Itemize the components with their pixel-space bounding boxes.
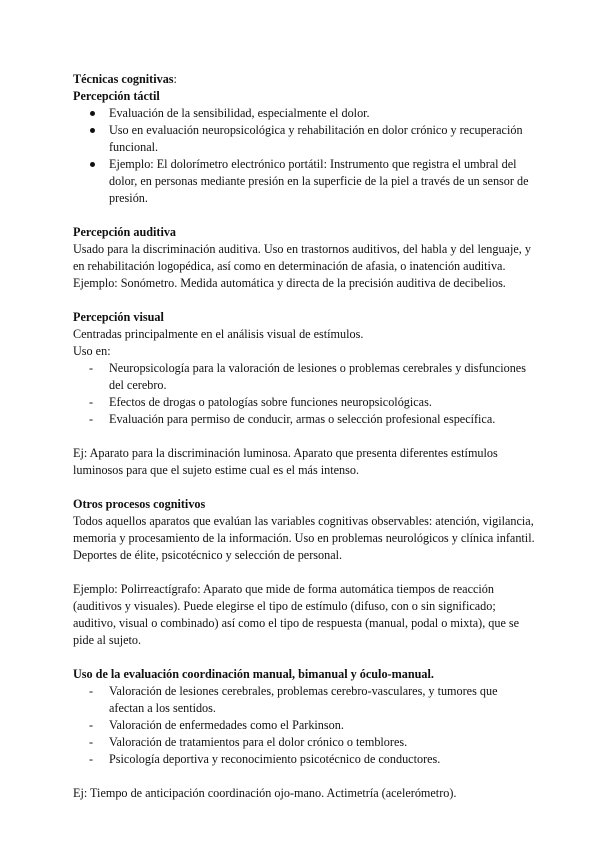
list-item — [73, 717, 535, 734]
bullet-icon — [90, 111, 95, 116]
visual-example: Ej: Aparato para la discriminación luminosa. Aparato que presenta diferentes estímulos luminosos para que el sujeto estime cual es el más intenso. — [73, 446, 498, 477]
dash-marker: - — [89, 361, 94, 375]
dash-marker: - — [89, 684, 94, 698]
section-title-otros: Otros procesos cognitivos — [73, 497, 206, 511]
dash-marker: - — [89, 752, 94, 766]
coordinacion-example: Ej: Tiempo de anticipación coordinación ojo-mano. Actimetría (acelerómetro). — [73, 786, 457, 800]
list-item-text: Neuropsicología para la valoración de lesiones o problemas cerebrales y disfunciones del cerebro. — [109, 361, 526, 392]
list-item — [73, 394, 535, 411]
list-item — [73, 122, 535, 156]
heading-colon: : — [173, 72, 177, 86]
list-item-text: Uso en evaluación neuropsicológica y rehabilitación en dolor crónico y recuperación funcional. — [109, 123, 523, 154]
dash-marker: - — [89, 718, 94, 732]
section-title-visual: Percepción visual — [73, 310, 164, 324]
visual-uso: Uso en: — [73, 344, 111, 358]
section-title-coordinacion: Uso de la evaluación coordinación manual, bimanual y óculo-manual. — [73, 667, 434, 681]
visual-intro: Centradas principalmente en el análisis visual de estímulos. — [73, 327, 364, 341]
document-page — [73, 71, 535, 802]
list-item — [73, 751, 535, 768]
list-item — [73, 105, 535, 122]
dash-marker: - — [89, 395, 94, 409]
list-item-text: Valoración de lesiones cerebrales, problemas cerebro-vasculares, y tumores que afectan a los sentidos. — [109, 684, 498, 715]
section-title-auditiva: Percepción auditiva — [73, 225, 177, 239]
dash-marker: - — [89, 735, 94, 749]
bullet-icon — [90, 162, 95, 167]
bullet-icon — [90, 128, 95, 133]
dash-marker: - — [89, 412, 94, 426]
document-heading — [73, 71, 535, 88]
list-item-text: Psicología deportiva y reconocimiento psicotécnico de conductores. — [109, 752, 441, 766]
list-item — [73, 411, 535, 428]
list-item-text: Evaluación para permiso de conducir, armas o selección profesional específica. — [109, 412, 496, 426]
otros-example: Ejemplo: Polirreactígrafo: Aparato que mide de forma automática tiempos de reacción (auditivos y visuales). Puede elegirse el tipo de estímulo (difuso, con o sin significado; auditivo, visual o combinado) así como el tipo de respuesta (manual, podal o mixta), que se pide al sujeto. — [73, 582, 520, 647]
auditiva-example: Ejemplo: Sonómetro. Medida automática y directa de la precisión auditiva de decibelios. — [73, 276, 506, 290]
coordinacion-list — [73, 683, 535, 768]
list-item-text: Valoración de tratamientos para el dolor crónico o temblores. — [109, 735, 408, 749]
auditiva-paragraph: Usado para la discriminación auditiva. Uso en trastornos auditivos, del habla y del lenguaje, y en rehabilitación logopédica, así como en determinación de afasia, o inatención auditiva. — [73, 242, 531, 273]
list-item — [73, 360, 535, 394]
list-item — [73, 156, 535, 207]
visual-list — [73, 360, 535, 428]
list-item-text: Ejemplo: El dolorímetro electrónico portátil: Instrumento que registra el umbral del dolor, en personas mediante presión en la superficie de la piel a través de un sensor de presión. — [109, 157, 529, 205]
heading-text: Técnicas cognitivas — [73, 72, 174, 86]
list-item-text: Efectos de drogas o patologías sobre funciones neuropsicológicas. — [109, 395, 432, 409]
list-item — [73, 734, 535, 751]
list-item-text: Valoración de enfermedades como el Parkinson. — [109, 718, 344, 732]
list-item — [73, 683, 535, 717]
list-item-text: Evaluación de la sensibilidad, especialmente el dolor. — [109, 106, 370, 120]
otros-paragraph: Todos aquellos aparatos que evalúan las variables cognitivas observables: atención, vigilancia, memoria y procesamiento de la información. Uso en problemas neurológicos y clínica infantil. Deportes de élite, psicotécnico y selección de personal. — [73, 514, 535, 562]
section-title-tactil: Percepción táctil — [73, 89, 160, 103]
tactil-list — [73, 105, 535, 207]
